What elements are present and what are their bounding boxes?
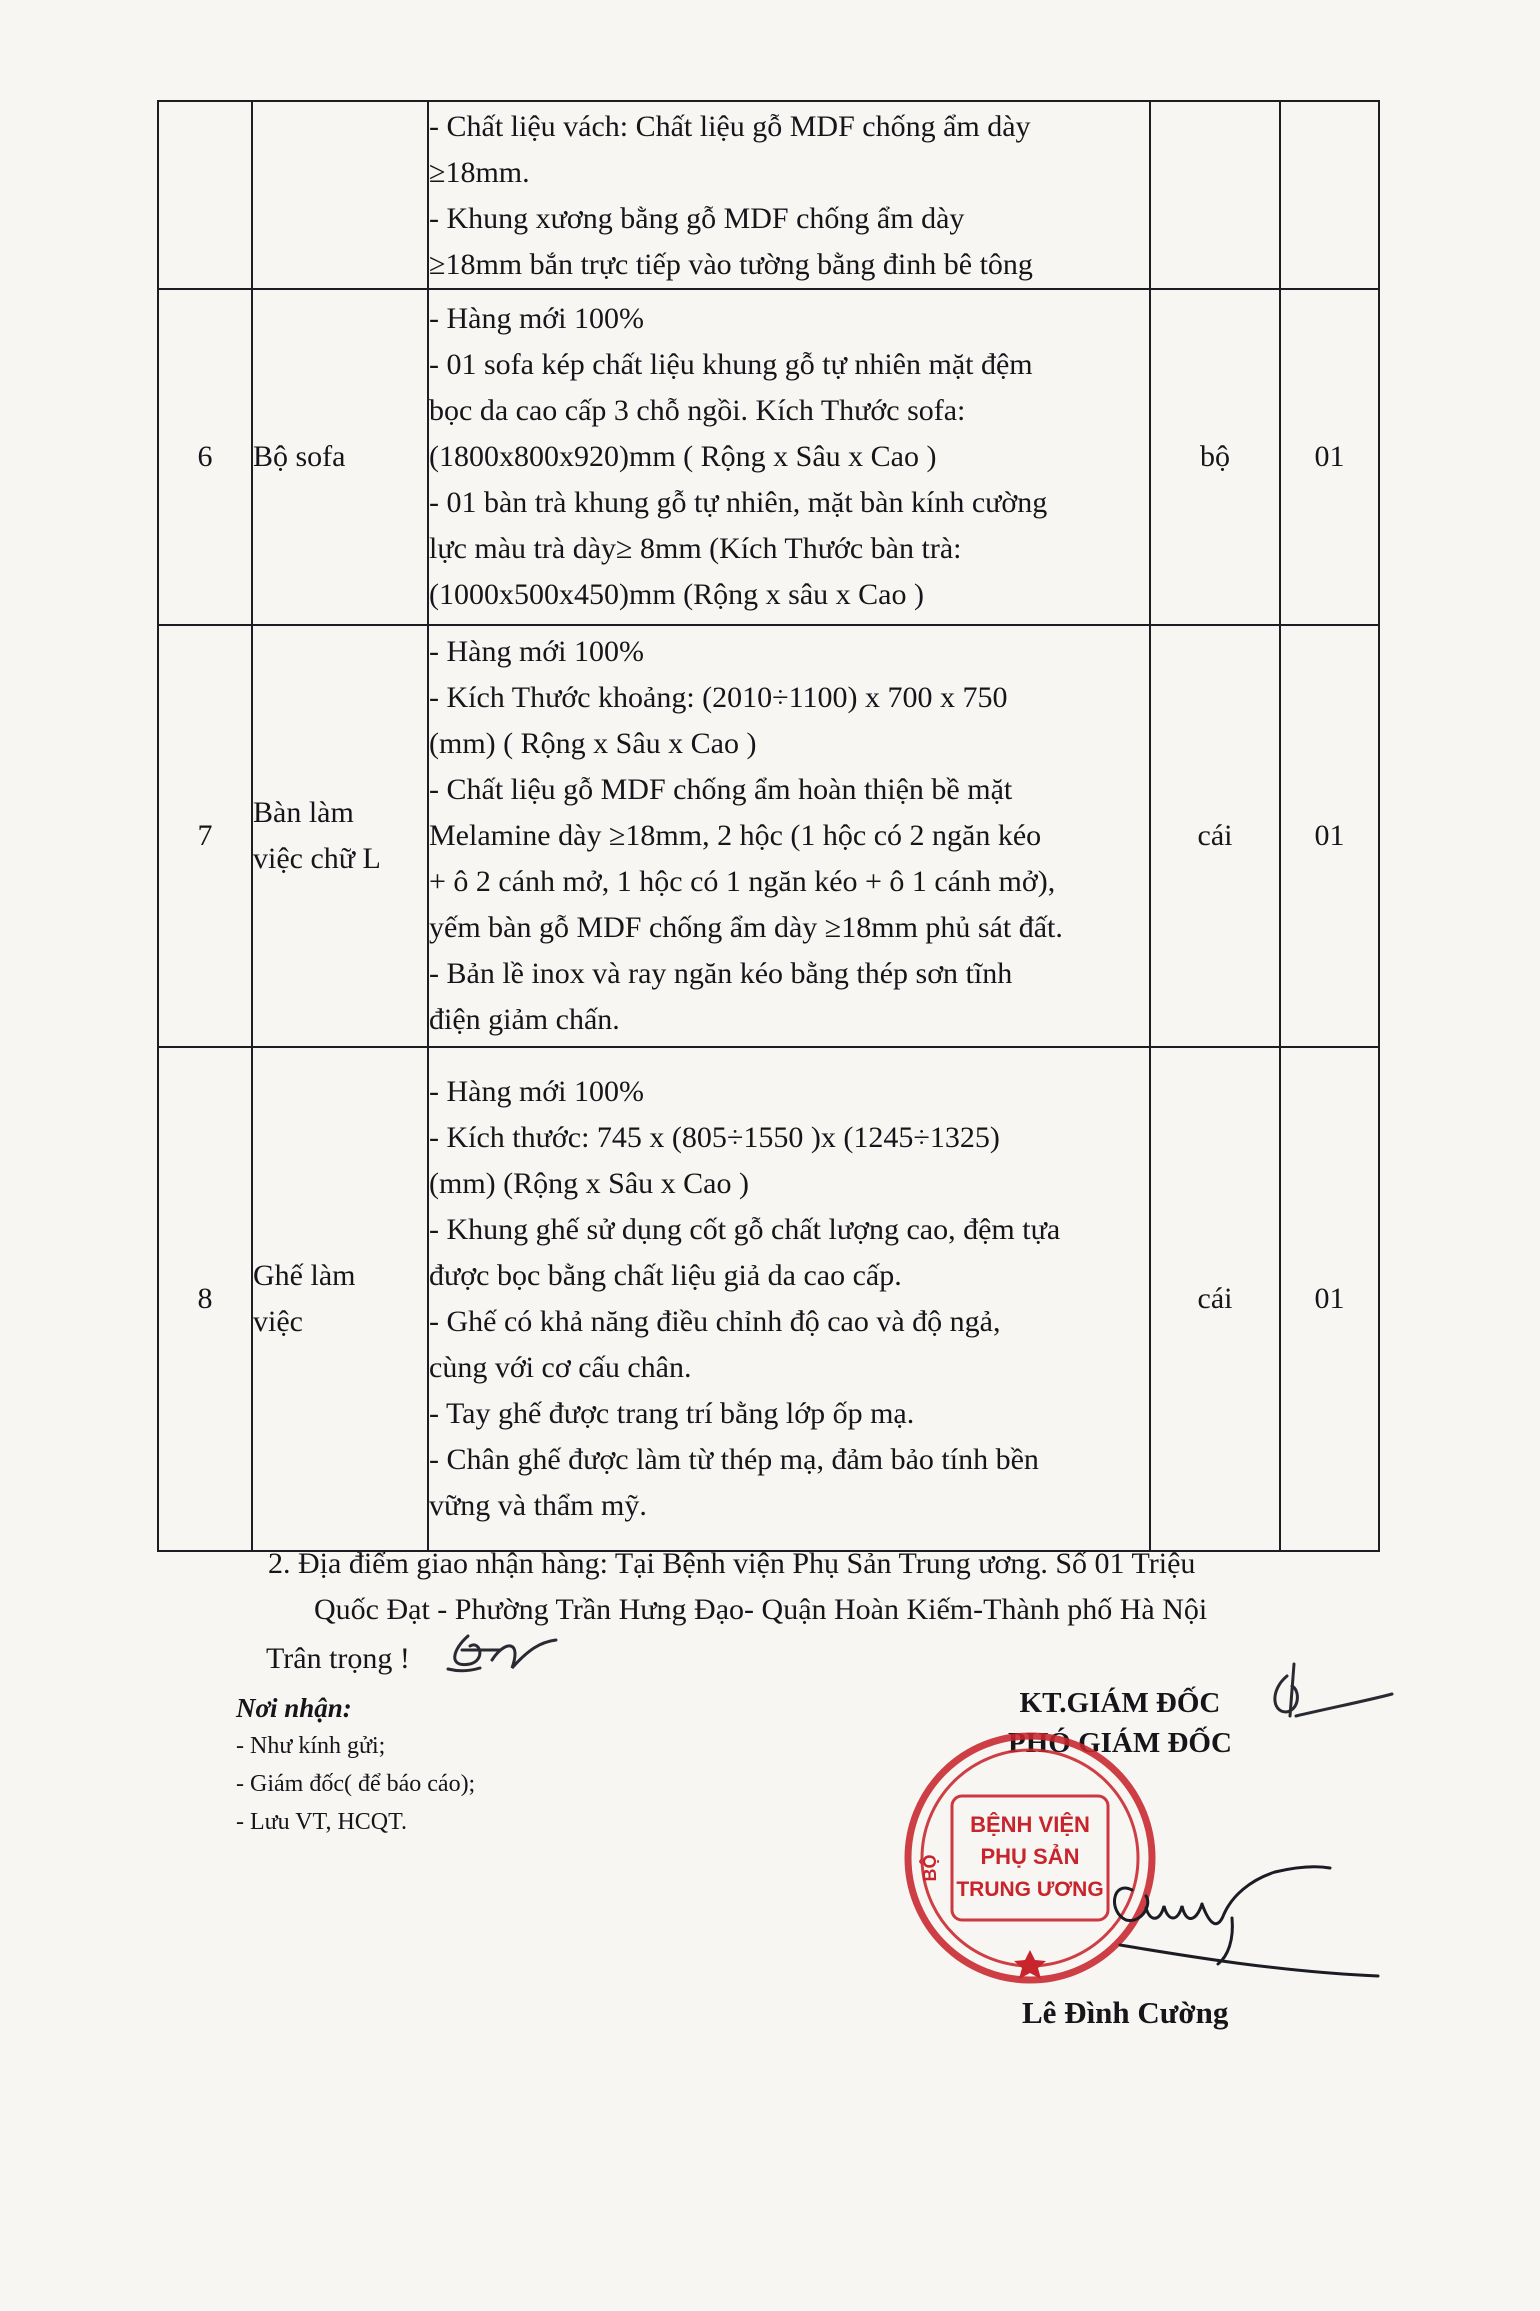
description-line: - Khung ghế sử dụng cốt gỗ chất lượng cao, đệm tựa bbox=[429, 1213, 1061, 1246]
closing-regards: Trân trọng ! bbox=[266, 1642, 410, 1675]
description-line: ≥18mm bắn trực tiếp vào tường bằng đinh bê tông bbox=[429, 248, 1033, 281]
delivery-line: Quốc Đạt - Phường Trần Hưng Đạo- Quận Hoàn Kiếm-Thành phố Hà Nội bbox=[314, 1593, 1208, 1626]
description-line: vững và thẩm mỹ. bbox=[429, 1489, 647, 1522]
approval-mark bbox=[1275, 1664, 1392, 1716]
handwritten-signature bbox=[1115, 1867, 1378, 1976]
description-line: yếm bàn gỗ MDF chống ẩm dày ≥18mm phủ sát đất. bbox=[429, 911, 1063, 944]
stamp-line: TRUNG ƯƠNG bbox=[956, 1878, 1104, 1901]
initials-mark bbox=[448, 1636, 556, 1671]
description-line: - Hàng mới 100% bbox=[429, 635, 644, 668]
description-line: - Kích Thước khoảng: (2010÷1100) x 700 x 750 bbox=[429, 681, 1008, 714]
item-quantity: 01 bbox=[1280, 289, 1379, 625]
item-unit: cái bbox=[1150, 1047, 1280, 1551]
item-name: Bộ sofa bbox=[252, 289, 428, 625]
item-name-line: Bàn làm bbox=[253, 796, 354, 829]
description-line: được bọc bằng chất liệu giả da cao cấp. bbox=[429, 1259, 902, 1292]
recipient-item: - Lưu VT, HCQT. bbox=[236, 1809, 407, 1835]
row-number: 8 bbox=[158, 1047, 252, 1551]
description-line: (mm) ( Rộng x Sâu x Cao ) bbox=[429, 727, 757, 760]
item-name-line: việc chữ L bbox=[253, 842, 381, 875]
delivery-line: 2. Địa điểm giao nhận hàng: Tại Bệnh viện Phụ Sản Trung ương. Số 01 Triệu bbox=[268, 1547, 1196, 1580]
row-number: 7 bbox=[158, 625, 252, 1047]
description-line: - Kích thước: 745 x (805÷1550 )x (1245÷1325) bbox=[429, 1121, 1000, 1154]
description-line: (1800x800x920)mm ( Rộng x Sâu x Cao ) bbox=[429, 440, 937, 473]
stamp-line: PHỤ SẢN bbox=[980, 1844, 1080, 1869]
description-line: bọc da cao cấp 3 chỗ ngồi. Kích Thước sofa: bbox=[429, 394, 966, 427]
description-line: - 01 bàn trà khung gỗ tự nhiên, mặt bàn kính cường bbox=[429, 486, 1048, 519]
description-line: ≥18mm. bbox=[429, 156, 530, 189]
stamp-side-text: BỘ bbox=[920, 1854, 940, 1882]
recipient-item: - Giám đốc( để báo cáo); bbox=[236, 1771, 476, 1797]
description-line: - Khung xương bằng gỗ MDF chống ẩm dày bbox=[429, 202, 965, 235]
description-line: điện giảm chấn. bbox=[429, 1003, 620, 1036]
description-line: - Chất liệu gỗ MDF chống ẩm hoàn thiện bề mặt bbox=[429, 773, 1013, 806]
description-line: - Chân ghế được làm từ thép mạ, đảm bảo tính bền bbox=[429, 1443, 1039, 1476]
description-line: + ô 2 cánh mở, 1 hộc có 1 ngăn kéo + ô 1 cánh mở), bbox=[429, 865, 1056, 898]
recipients-title: Nơi nhận: bbox=[236, 1693, 352, 1723]
item-quantity: 01 bbox=[1280, 625, 1379, 1047]
star-icon bbox=[1014, 1950, 1046, 1979]
item-name-line: việc bbox=[253, 1305, 303, 1338]
recipient-item: - Như kính gửi; bbox=[236, 1733, 386, 1759]
row-number: 6 bbox=[158, 289, 252, 625]
item-unit: cái bbox=[1150, 625, 1280, 1047]
description-line: - Bản lề inox và ray ngăn kéo bằng thép sơn tĩnh bbox=[429, 957, 1013, 990]
description-line: - Tay ghế được trang trí bằng lớp ốp mạ. bbox=[429, 1397, 915, 1430]
description-line: (mm) (Rộng x Sâu x Cao ) bbox=[429, 1167, 749, 1200]
description-line: cùng với cơ cấu chân. bbox=[429, 1351, 692, 1384]
description-line: (1000x500x450)mm (Rộng x sâu x Cao ) bbox=[429, 578, 924, 611]
description-line: lực màu trà dày≥ 8mm (Kích Thước bàn trà: bbox=[429, 532, 962, 565]
official-stamp bbox=[908, 1736, 1152, 1980]
description-line: - Ghế có khả năng điều chỉnh độ cao và độ ngả, bbox=[429, 1305, 1001, 1338]
item-name-line: Ghế làm bbox=[253, 1259, 356, 1292]
signature-title-line: KT.GIÁM ĐỐC bbox=[1019, 1687, 1221, 1719]
description-line: - Hàng mới 100% bbox=[429, 1075, 644, 1108]
signature-title-line: PHÓ GIÁM ĐỐC bbox=[1008, 1727, 1232, 1759]
description-line: Melamine dày ≥18mm, 2 hộc (1 hộc có 2 ngăn kéo bbox=[429, 819, 1042, 852]
description-line: - 01 sofa kép chất liệu khung gỗ tự nhiên mặt đệm bbox=[429, 348, 1033, 381]
item-unit: bộ bbox=[1150, 289, 1280, 625]
stamp-line: BỆNH VIỆN bbox=[970, 1812, 1090, 1837]
item-quantity: 01 bbox=[1280, 1047, 1379, 1551]
signer-name: Lê Đình Cường bbox=[1022, 1995, 1229, 2030]
description-line: - Hàng mới 100% bbox=[429, 302, 644, 335]
description-line: - Chất liệu vách: Chất liệu gỗ MDF chống ẩm dày bbox=[429, 110, 1031, 143]
